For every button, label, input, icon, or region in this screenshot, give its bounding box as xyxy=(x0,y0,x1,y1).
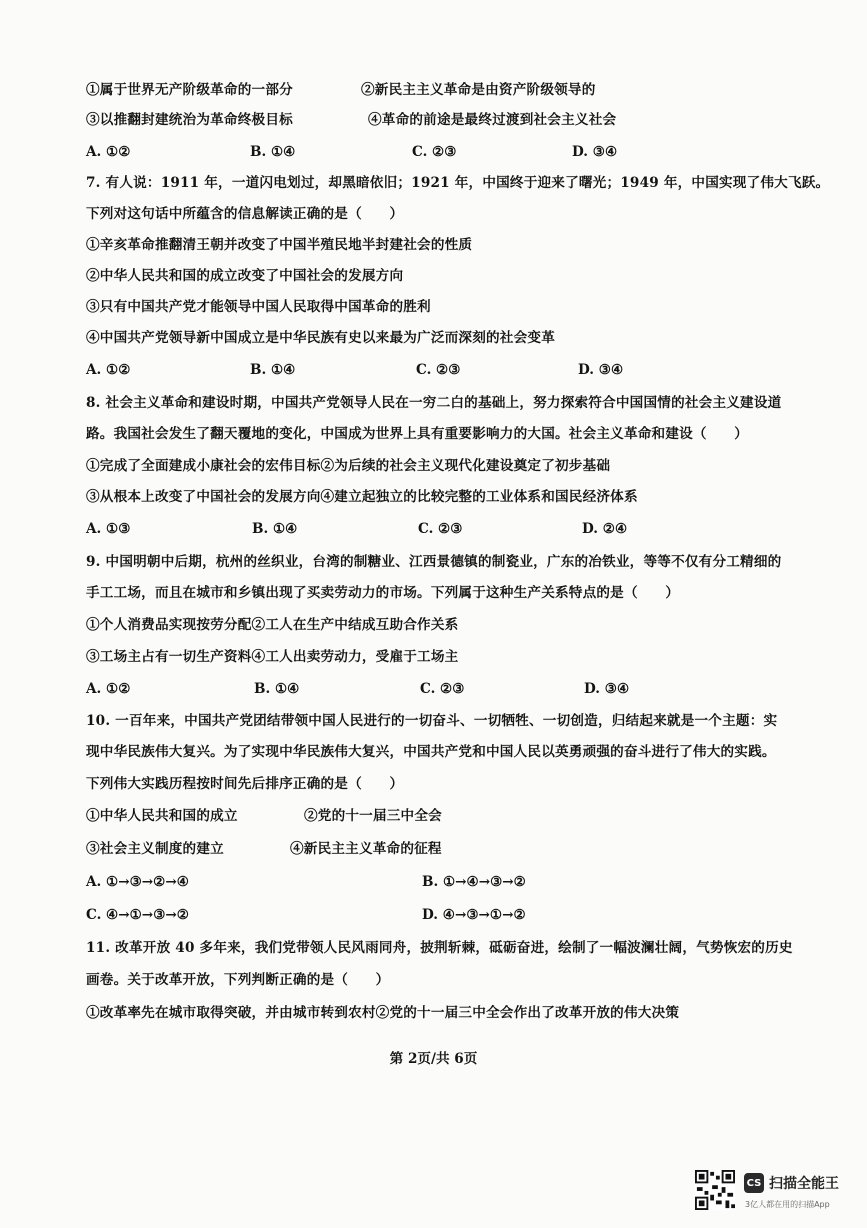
q6-option-b: B. ①④ xyxy=(250,144,296,160)
q10-option-a: A. ①→③→②→④ xyxy=(86,874,189,890)
q11-stem-line-1: 11. 改革开放 40 多年来，我们党带领人民风雨同舟，披荆斩棘，砥砺奋进，绘制了一幅波澜壮阔，气势恢宏的历史 xyxy=(86,940,793,956)
q8-items-line-2: ③从根本上改变了中国社会的发展方向④建立起独立的比较完整的工业体系和国民经济体系 xyxy=(86,489,638,505)
q6-item-2: ②新民主主义革命是由资产阶级领导的 xyxy=(361,82,596,98)
q6-option-a: A. ①② xyxy=(86,144,131,160)
scanner-tagline: 3亿人都在用的扫描App xyxy=(745,1200,830,1209)
q10-option-d: D. ④→③→①→② xyxy=(422,907,526,923)
scanner-watermark xyxy=(695,1170,855,1214)
q10-stem-line-1: 10. 一百年来，中国共产党团结带领中国人民进行的一切奋斗、一切牺牲、一切创造，归结起来就是一个主题：实 xyxy=(86,713,778,729)
q11-items-line-1: ①改革率先在城市取得突破，并由城市转到农村②党的十一届三中全会作出了改革开放的伟大决策 xyxy=(86,1005,680,1021)
q9-stem-line-2: 手工工场，而且在城市和乡镇出现了买卖劳动力的市场。下列属于这种生产关系特点的是（ ） xyxy=(86,585,680,601)
q8-option-b: B. ①④ xyxy=(252,521,298,537)
page-number: 第 2页/共 6页 xyxy=(389,1051,478,1067)
q10-item-1: ①中华人民共和国的成立 xyxy=(86,808,238,824)
q8-stem-line-1: 8. 社会主义革命和建设时期，中国共产党领导人民在一穷二白的基础上，努力探索符合中国国情的社会主义建设道 xyxy=(86,395,782,411)
q9-option-a: A. ①② xyxy=(86,681,131,697)
q9-stem-line-1: 9. 中国明朝中后期，杭州的丝织业，台湾的制糖业、江西景德镇的制瓷业，广东的冶铁业，等等不仅有分工精细的 xyxy=(86,554,782,570)
q8-items-line-1: ①完成了全面建成小康社会的宏伟目标②为后续的社会主义现代化建设奠定了初步基础 xyxy=(86,458,611,474)
q10-option-c: C. ④→①→③→② xyxy=(86,907,189,923)
q6-option-d: D. ③④ xyxy=(572,144,618,160)
q7-item-1: ①辛亥革命推翻清王朝并改变了中国半殖民地半封建社会的性质 xyxy=(86,237,473,253)
q9-option-d: D. ③④ xyxy=(584,681,630,697)
q10-stem-line-2: 现中华民族伟大复兴。为了实现中华民族伟大复兴，中国共产党和中国人民以英勇顽强的奋斗进行了伟大的实践。 xyxy=(86,744,776,760)
q6-option-c: C. ②③ xyxy=(412,144,457,160)
q10-item-3: ③社会主义制度的建立 xyxy=(86,841,224,857)
q7-option-a: A. ①② xyxy=(86,362,131,378)
q8-stem-line-2: 路。我国社会发生了翻天覆地的变化，中国成为世界上具有重要影响力的大国。社会主义革命和建设（ ） xyxy=(86,426,749,442)
q7-item-2: ②中华人民共和国的成立改变了中国社会的发展方向 xyxy=(86,268,404,284)
q7-item-3: ③只有中国共产党才能领导中国人民取得中国革命的胜利 xyxy=(86,299,431,315)
q7-option-d: D. ③④ xyxy=(578,362,624,378)
q7-option-c: C. ②③ xyxy=(416,362,461,378)
camscanner-logo-icon: CS xyxy=(744,1173,764,1193)
q6-item-1: ①属于世界无产阶级革命的一部分 xyxy=(86,82,293,98)
q10-item-4: ④新民主主义革命的征程 xyxy=(290,841,442,857)
q7-option-b: B. ①④ xyxy=(250,362,296,378)
q9-option-c: C. ②③ xyxy=(420,681,465,697)
qr-code-icon xyxy=(695,1170,735,1210)
q6-item-3: ③以推翻封建统治为革命终极目标 xyxy=(86,112,293,128)
scanner-brand-name: 扫描全能王 xyxy=(769,1176,839,1192)
q9-option-b: B. ①④ xyxy=(254,681,300,697)
q10-item-2: ②党的十一届三中全会 xyxy=(304,808,442,824)
q9-items-line-1: ①个人消费品实现按劳分配②工人在生产中结成互助合作关系 xyxy=(86,617,459,633)
q11-stem-line-2: 画卷。关于改革开放，下列判断正确的是（ ） xyxy=(86,972,390,988)
q6-item-4: ④革命的前途是最终过渡到社会主义社会 xyxy=(368,112,617,128)
q7-stem-line-2: 下列对这句话中所蕴含的信息解读正确的是（ ） xyxy=(86,206,404,222)
q8-option-a: A. ①③ xyxy=(86,521,131,537)
q8-option-d: D. ②④ xyxy=(582,521,628,537)
q10-option-b: B. ①→④→③→② xyxy=(422,874,526,890)
q9-items-line-2: ③工场主占有一切生产资料④工人出卖劳动力，受雇于工场主 xyxy=(86,649,459,665)
q7-item-4: ④中国共产党领导新中国成立是中华民族有史以来最为广泛而深刻的社会变革 xyxy=(86,330,555,346)
q8-option-c: C. ②③ xyxy=(418,521,463,537)
q7-stem-line-1: 7. 有人说：1911 年，一道闪电划过，却黑暗依旧；1921 年，中国终于迎来了曙光；1949 年，中国实现了伟大飞跃。 xyxy=(86,175,830,191)
q10-stem-line-3: 下列伟大实践历程按时间先后排序正确的是（ ） xyxy=(86,776,404,792)
